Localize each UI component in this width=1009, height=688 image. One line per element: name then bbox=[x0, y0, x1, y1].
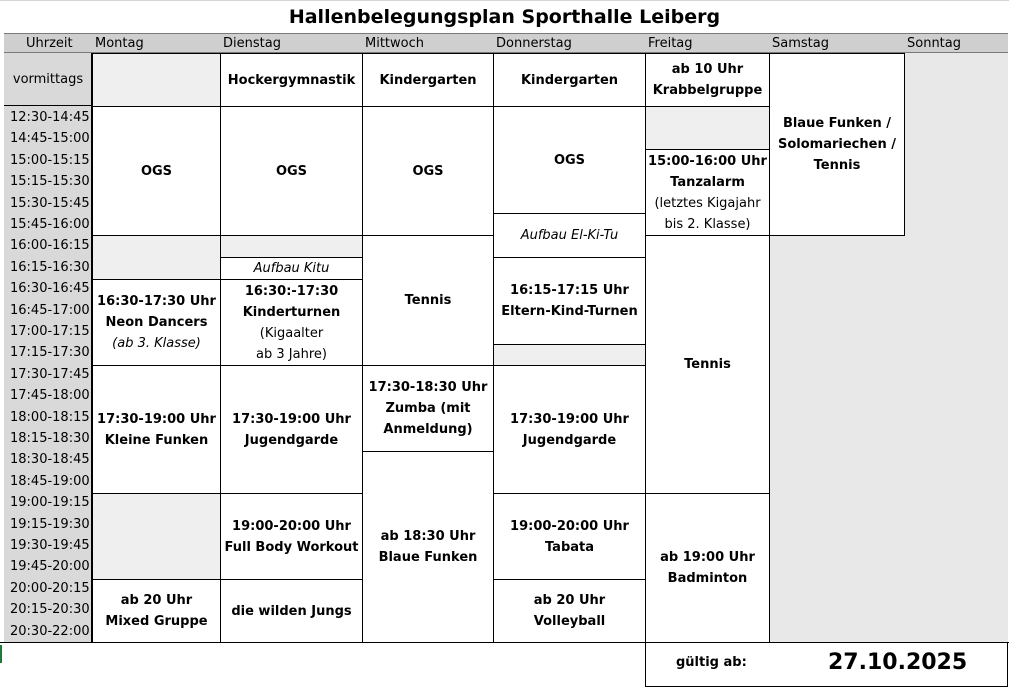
activity-time: 16:30-17:30 Uhr bbox=[97, 294, 216, 309]
sonntag-column bbox=[904, 53, 1008, 642]
activity-name: Krabbelgruppe bbox=[652, 83, 763, 98]
mittwoch-blaue-funken bbox=[362, 451, 494, 643]
vormittags-label: vormittags bbox=[4, 53, 92, 106]
dienstag-empty-1600 bbox=[220, 235, 363, 258]
activity-name: Kleine Funken bbox=[104, 432, 209, 448]
activity-time: 19:00-20:00 Uhr bbox=[510, 518, 629, 534]
activity-note: (Kigaalter bbox=[259, 325, 324, 341]
montag-mixed-gruppe bbox=[92, 579, 221, 643]
time-slot: 16:30-16:45 bbox=[10, 281, 90, 297]
time-slot: 15:30-15:45 bbox=[10, 195, 90, 211]
activity-note: ab 3 Jahre) bbox=[256, 346, 327, 362]
dienstag-jugendgarde bbox=[220, 365, 363, 494]
activity-name: Tennis bbox=[684, 357, 731, 372]
dienstag-aufbau-kitu bbox=[220, 257, 363, 280]
activity-name: OGS bbox=[140, 163, 173, 179]
activity-time: 16:15-17:15 Uhr bbox=[510, 283, 629, 298]
dienstag-ogs bbox=[220, 106, 363, 236]
activity-name: Tennis bbox=[813, 158, 861, 173]
activity-note: Aufbau Kitu bbox=[253, 261, 330, 276]
freitag-krabbelgruppe bbox=[645, 53, 770, 107]
activity-time: ab 19:00 Uhr bbox=[660, 550, 755, 565]
time-slot: 17:00-17:15 bbox=[10, 324, 90, 339]
freitag-tanzalarm bbox=[645, 149, 770, 236]
montag-empty-1900 bbox=[92, 493, 221, 580]
activity-name: Full Body Workout bbox=[224, 539, 359, 555]
activity-name: Kindergarten bbox=[379, 72, 477, 88]
activity-note: (letztes Kigajahr bbox=[654, 195, 761, 211]
montag-empty-1600 bbox=[92, 235, 221, 280]
time-slot: 19:00-19:15 bbox=[10, 495, 90, 511]
activity-name: Eltern-Kind-Turnen bbox=[501, 304, 638, 319]
activity-name: Kindergarten bbox=[520, 72, 619, 88]
activity-name: Volleyball bbox=[533, 614, 606, 629]
time-slot: 18:00-18:15 bbox=[10, 409, 90, 425]
dienstag-wilde-jungs bbox=[220, 579, 363, 643]
header-day-montag: Montag bbox=[95, 35, 144, 51]
time-slot: 17:30-17:45 bbox=[10, 366, 90, 382]
donnerstag-tabata bbox=[493, 493, 646, 580]
montag-kleine-funken bbox=[92, 365, 221, 494]
mittwoch-kindergarten bbox=[362, 53, 494, 107]
dienstag-hockergymnastik bbox=[220, 53, 363, 107]
cell-cursor-marker bbox=[0, 645, 2, 663]
dienstag-full-body-workout bbox=[220, 493, 363, 580]
activity-time: ab 10 Uhr bbox=[671, 62, 744, 77]
time-slot: 19:15-19:30 bbox=[10, 516, 90, 532]
activity-note: Aufbau El-Ki-Tu bbox=[520, 228, 619, 243]
montag-ogs bbox=[92, 106, 221, 236]
activity-time: 15:00-16:00 Uhr bbox=[648, 153, 767, 169]
activity-time: 19:00-20:00 Uhr bbox=[232, 518, 351, 534]
activity-time: 17:30-19:00 Uhr bbox=[510, 411, 629, 427]
activity-time: 17:30-19:00 Uhr bbox=[97, 411, 216, 427]
activity-name: Blaue Funken / bbox=[782, 116, 892, 131]
activity-name: Tabata bbox=[544, 539, 595, 555]
time-slot: 20:00-20:15 bbox=[10, 580, 90, 596]
activity-name: die wilden Jungs bbox=[231, 603, 352, 619]
valid-from-date: 27.10.2025 bbox=[828, 650, 968, 675]
time-slot: 16:15-16:30 bbox=[10, 259, 90, 275]
mittwoch-ogs bbox=[362, 106, 494, 236]
activity-note: bis 2. Klasse) bbox=[664, 216, 751, 232]
donnerstag-kindergarten bbox=[493, 53, 646, 107]
mittwoch-zumba bbox=[362, 365, 494, 452]
activity-time: ab 20 Uhr bbox=[120, 593, 193, 608]
activity-time: ab 18:30 Uhr bbox=[380, 529, 476, 544]
donnerstag-aufbau-elkitu bbox=[493, 213, 646, 258]
activity-name: Tennis bbox=[404, 293, 452, 308]
freitag-tennis bbox=[645, 235, 770, 494]
time-slot: 15:45-16:00 bbox=[10, 217, 90, 232]
activity-name: Blaue Funken bbox=[378, 550, 478, 565]
time-slot: 18:45-19:00 bbox=[10, 473, 90, 489]
header-uhrzeit: Uhrzeit bbox=[26, 35, 73, 51]
activity-name: Kinderturnen bbox=[242, 304, 341, 320]
dienstag-kinderturnen bbox=[220, 279, 363, 366]
donnerstag-eltern-kind-turnen bbox=[493, 257, 646, 345]
time-slot: 19:45-20:00 bbox=[10, 559, 90, 575]
activity-time: 17:30-19:00 Uhr bbox=[232, 411, 351, 427]
activity-name: Anmeldung) bbox=[383, 422, 473, 437]
donnerstag-volleyball bbox=[493, 579, 646, 643]
valid-from-label: gültig ab: bbox=[676, 655, 747, 670]
time-slot: 12:30-14:45 bbox=[10, 110, 90, 125]
activity-time: 16:30:-17:30 bbox=[244, 283, 339, 299]
time-slot: 17:15-17:30 bbox=[10, 345, 90, 361]
header-day-sonntag: Sonntag bbox=[907, 35, 961, 51]
activity-name: Solomariechen / bbox=[778, 137, 896, 152]
freitag-badminton bbox=[645, 493, 770, 643]
time-slot: 14:45-15:00 bbox=[10, 131, 90, 147]
header-day-mittwoch: Mittwoch bbox=[365, 35, 424, 51]
samstag-blaue-funken bbox=[769, 53, 905, 236]
montag-neon-dancers bbox=[92, 279, 221, 366]
donnerstag-empty-1715 bbox=[493, 344, 646, 366]
activity-name: OGS bbox=[553, 152, 586, 168]
activity-name: OGS bbox=[412, 163, 444, 179]
montag-vormittags-empty bbox=[92, 53, 221, 107]
header-day-freitag: Freitag bbox=[648, 35, 693, 51]
activity-name: Zumba (mit bbox=[385, 401, 471, 416]
time-slot: 16:00-16:15 bbox=[10, 238, 90, 254]
activity-name: Jugendgarde bbox=[522, 432, 617, 448]
activity-name: Hockergymnastik bbox=[227, 72, 356, 88]
samstag-empty-area bbox=[769, 235, 904, 642]
activity-name: Tanzalarm bbox=[670, 174, 745, 190]
activity-name: Jugendgarde bbox=[244, 432, 339, 448]
activity-time: 17:30-18:30 Uhr bbox=[368, 380, 488, 395]
activity-note: (ab 3. Klasse) bbox=[112, 336, 201, 351]
page-title: Hallenbelegungsplan Sporthalle Leiberg bbox=[0, 0, 1009, 33]
time-slot: 20:30-22:00 bbox=[10, 623, 90, 639]
donnerstag-jugendgarde bbox=[493, 365, 646, 494]
activity-name: OGS bbox=[275, 163, 308, 179]
activity-name: Neon Dancers bbox=[105, 315, 208, 330]
activity-time: ab 20 Uhr bbox=[533, 593, 606, 608]
activity-name: Badminton bbox=[667, 571, 748, 586]
header-day-donnerstag: Donnerstag bbox=[496, 35, 572, 51]
time-slot: 19:30-19:45 bbox=[10, 538, 90, 553]
time-slot: 15:15-15:30 bbox=[10, 174, 90, 190]
time-slot: 16:45-17:00 bbox=[10, 302, 90, 318]
time-slot: 17:45-18:00 bbox=[10, 388, 90, 404]
donnerstag-ogs bbox=[493, 106, 646, 214]
time-slot: 18:15-18:30 bbox=[10, 431, 90, 446]
mittwoch-tennis bbox=[362, 235, 494, 366]
time-slot: 20:15-20:30 bbox=[10, 602, 90, 618]
header-day-samstag: Samstag bbox=[772, 35, 829, 51]
header-day-dienstag: Dienstag bbox=[223, 35, 281, 51]
time-slot: 18:30-18:45 bbox=[10, 452, 90, 468]
activity-name: Mixed Gruppe bbox=[105, 614, 208, 629]
time-slot: 15:00-15:15 bbox=[10, 152, 90, 168]
freitag-empty-1230 bbox=[645, 106, 770, 150]
